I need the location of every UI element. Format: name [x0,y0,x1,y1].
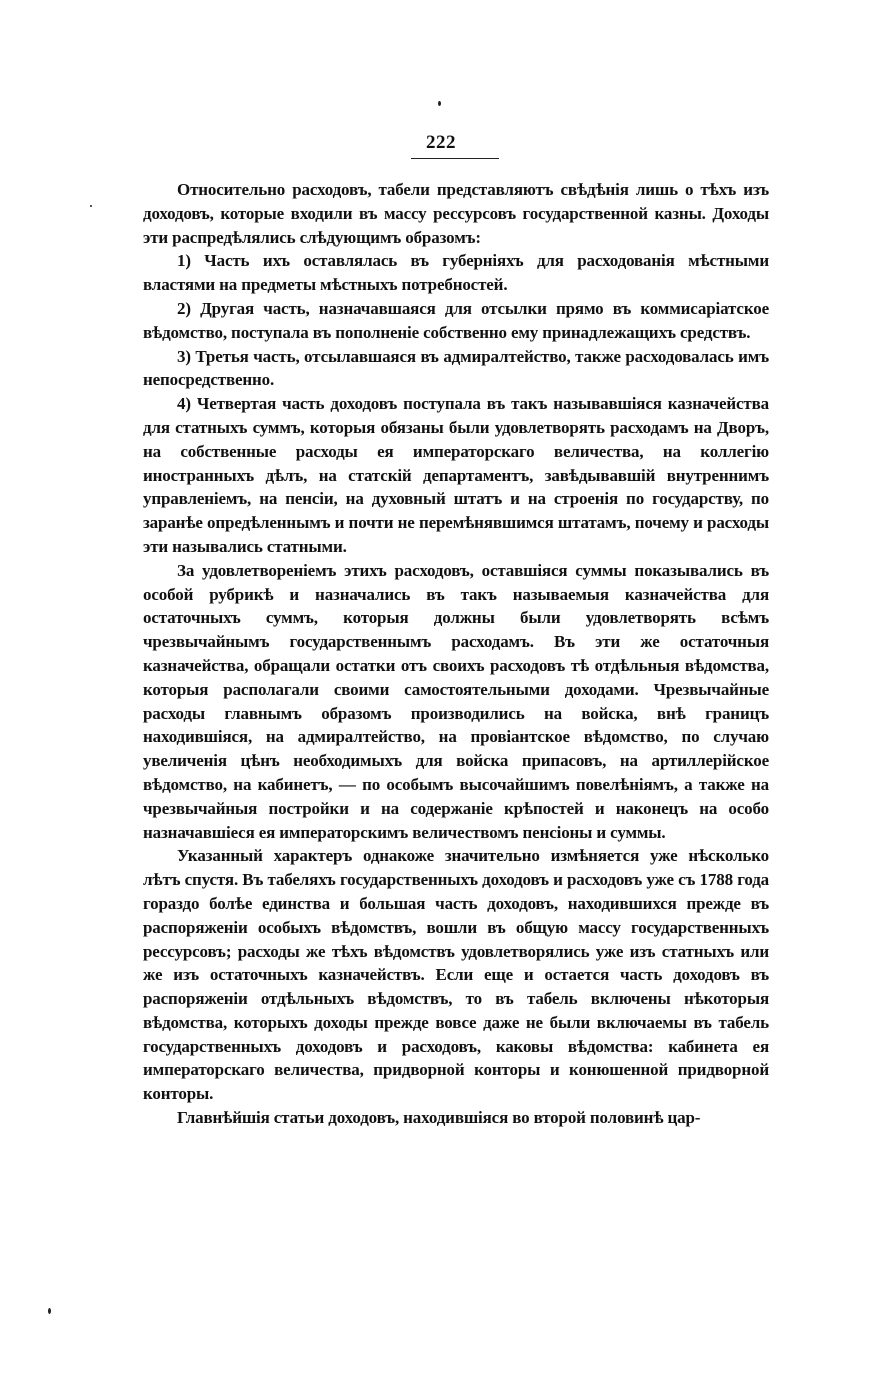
paragraph-item-3: 3) Третья часть, отсылавшаяся въ адмиралтейство, также расходовалась имъ непосредственно. [143,346,769,390]
paragraph-item-4: 4) Четвертая часть доходовъ поступала въ такъ называвшіяся казначейства для статныхъ суммъ, которыя обязаны были удовлетворять расходамъ на Дворъ, на собственные расходы ея императорскаго величества, на коллегію иностранныхъ дѣлъ, на статскій департаментъ, завѣдывавшій внутреннимъ управленіемъ, на пенсіи, на духовный штатъ и на строенія по государству, по заранѣе опредѣленнымъ и почти не перемѣнявшимся штатамъ, почему и расходы эти назывались статными. [143,394,769,556]
header-rule [411,158,499,159]
paragraph-item-1: 1) Часть ихъ оставлялась въ губерніяхъ для расходованія мѣстными властями на предметы мѣстныхъ потребностей. [143,251,769,295]
paragraph-intro: Относительно расходовъ, табели представляютъ свѣдѣнія лишь о тѣхъ изъ доходовъ, которые входили въ массу рессурсовъ государственной казны. Доходы эти распредѣлялись слѣдующимъ образомъ: [143,180,769,247]
page-body-text [143,178,769,1130]
page-number: 222 [426,132,456,153]
paragraph-changes-1788: Указанный характеръ однакоже значительно измѣняется уже нѣсколько лѣтъ спустя. Въ табеляхъ государственныхъ доходовъ и расходовъ уже съ 1788 года гораздо болѣе единства и большая часть доходовъ, находившихся прежде въ распоряженіи особыхъ вѣдомствъ, вошли въ общую массу государственныхъ рессурсовъ; расходы же тѣхъ вѣдомствъ удовлетворялись уже изъ статныхъ или же изъ остаточныхъ казначействъ. Если еще и остается часть доходовъ въ распоряженіи отдѣльныхъ вѣдомствъ, то въ табель включены нѣкоторыя вѣдомства, которыхъ доходы прежде вовсе даже не были включаемы въ табель государственныхъ доходовъ и расходовъ, каковы вѣдомства: кабинета ея императорскаго величества, придворной конторы и конюшенной придворной конторы. [143,846,769,1104]
ink-speck-top [438,101,441,106]
paragraph-remaining-sums: За удовлетвореніемъ этихъ расходовъ, оставшіяся суммы показывались въ особой рубрикѣ и назначались въ такъ называемыя казначейства для остаточныхъ суммъ, которыя должны были удовлетворять всѣмъ чрезвычайнымъ государственнымъ расходамъ. Въ эти же остаточныя казначейства, обращали остатки отъ своихъ расходовъ тѣ отдѣльныя вѣдомства, которыя располагали своими самостоятельными доходами. Чрезвычайные расходы главнымъ образомъ производились на войска, внѣ границъ находившіяся, на адмиралтейство, на провіантское вѣдомство, по случаю увеличенія цѣнъ необходимыхъ для войска припасовъ, на артиллерійское вѣдомство, на кабинетъ, — по особымъ высочайшимъ повелѣніямъ, а также на чрезвычайныя постройки и на содержаніе крѣпостей и наконецъ на особо назначавшіеся ея императорскимъ величествомъ пенсіоны и суммы. [143,560,769,842]
ink-speck-bottom [48,1308,51,1314]
paragraph-item-2: 2) Другая часть, назначавшаяся для отсылки прямо въ коммисаріатское вѣдомство, поступала въ пополненіе собственно ему принадлежащихъ средствъ. [143,298,769,342]
ink-speck-left [90,205,92,207]
paragraph-main-revenue: Главнѣйшія статьи доходовъ, находившіяся во второй половинѣ цар- [177,1108,701,1128]
